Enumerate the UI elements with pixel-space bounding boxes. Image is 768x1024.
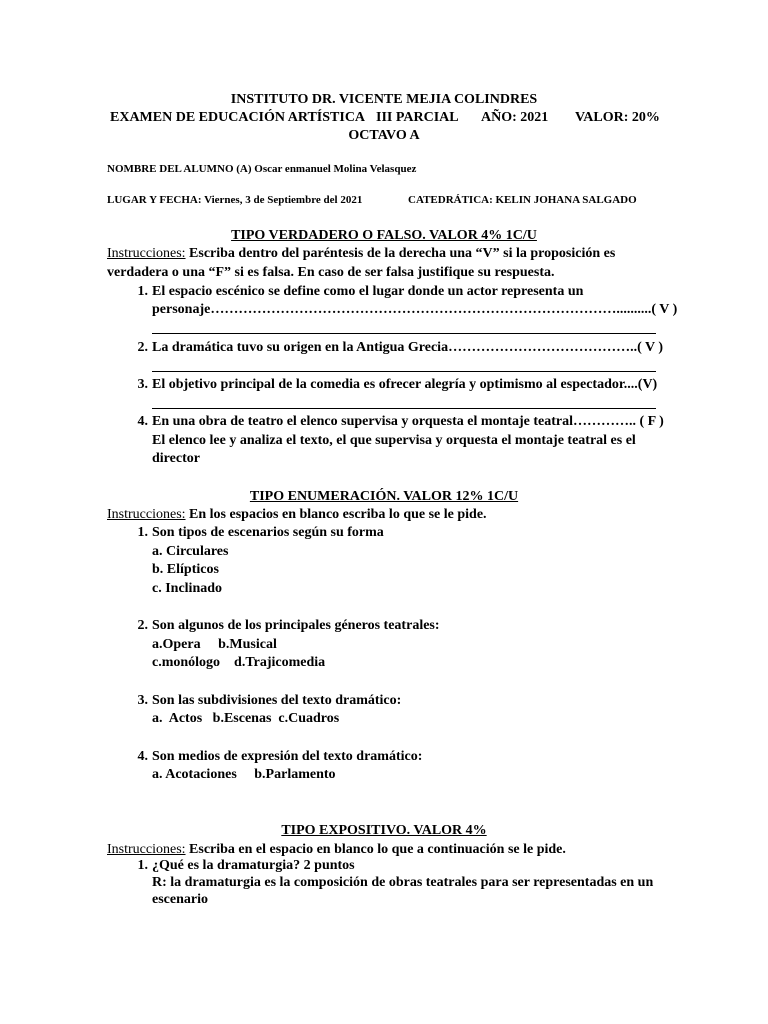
instructions-label: Instrucciones: — [107, 842, 186, 857]
expo-question-1: ¿Qué es la dramaturgia? 2 puntos — [152, 858, 355, 873]
tf-question-3: El objetivo principal de la comedia es ofrecer alegría y optimismo al espectador....(V) — [152, 377, 658, 392]
item-number: 1. — [137, 858, 148, 873]
instructions-label: Instrucciones: — [107, 507, 186, 522]
instructions-text: Escriba dentro del paréntesis de la derecha una “V” si la proposición es — [185, 246, 616, 261]
grade-title: OCTAVO A — [348, 128, 420, 143]
section2-instructions — [107, 506, 487, 524]
tf-question-4: En una obra de teatro el elenco supervisa y orquesta el montaje teatral………….. ( F ) — [152, 414, 664, 429]
tf-answer-4-cont: director — [152, 451, 200, 466]
enum-question-3: Son las subdivisiones del texto dramático: — [152, 693, 402, 708]
item-number: 1. — [137, 284, 148, 299]
expo-answer-1: R: la dramaturgia es la composición de obras teatrales para ser representadas en un — [152, 875, 654, 890]
institute-title: INSTITUTO DR. VICENTE MEJIA COLINDRES — [230, 92, 538, 107]
section1-instructions-cont: verdadera o una “F” si es falsa. En caso de ser falsa justifique su respuesta. — [107, 265, 555, 280]
exam-title: EXAMEN DE EDUCACIÓN ARTÍSTICA — [110, 110, 366, 125]
exam-parcial: III PARCIAL — [376, 110, 459, 125]
enum-answer: a. Acotaciones b.Parlamento — [152, 767, 336, 782]
section2-title: TIPO ENUMERACIÓN. VALOR 12% 1C/U — [249, 489, 519, 504]
student-name: NOMBRE DEL ALUMNO (A) Oscar enmanuel Molina Velasquez — [107, 163, 417, 175]
item-number: 2. — [137, 618, 148, 633]
section1-instructions — [107, 245, 615, 263]
item-number: 4. — [137, 749, 148, 764]
enum-answer: c.monólogo d.Trajicomedia — [152, 655, 326, 670]
teacher-name: CATEDRÁTICA: KELIN JOHANA SALGADO — [408, 194, 637, 206]
instructions-text: Escriba en el espacio en blanco lo que a continuación se le pide. — [185, 842, 566, 857]
tf-question-1-cont: personaje……………………………………………………………………………..........( V ) — [152, 302, 678, 317]
enum-answer: a. Actos b.Escenas c.Cuadros — [152, 711, 340, 726]
enum-answer: b. Elípticos — [152, 562, 219, 577]
instructions-text: En los espacios en blanco escriba lo que se le pide. — [185, 507, 487, 522]
item-number: 1. — [137, 525, 148, 540]
place-date: LUGAR Y FECHA: Viernes, 3 de Septiembre del 2021 — [107, 194, 363, 206]
tf-question-2: La dramática tuvo su origen en la Antigua Grecia…………………………………..( V ) — [152, 340, 663, 355]
section1-title: TIPO VERDADERO O FALSO. VALOR 4% 1C/U — [231, 228, 537, 243]
enum-question-2: Son algunos de los principales géneros teatrales: — [152, 618, 440, 633]
enum-answer: c. Inclinado — [152, 581, 223, 596]
item-number: 2. — [137, 340, 148, 355]
answer-line — [152, 408, 656, 409]
exam-value: VALOR: 20% — [575, 110, 660, 125]
answer-line — [152, 333, 656, 334]
section3-title: TIPO EXPOSITIVO. VALOR 4% — [281, 823, 487, 838]
tf-answer-4: El elenco lee y analiza el texto, el que supervisa y orquesta el montaje teatral es el — [152, 433, 636, 448]
item-number: 3. — [137, 377, 148, 392]
tf-question-1: El espacio escénico se define como el lugar donde un actor representa un — [152, 284, 584, 299]
item-number: 4. — [137, 414, 148, 429]
enum-question-4: Son medios de expresión del texto dramático: — [152, 749, 423, 764]
expo-answer-1-cont: escenario — [152, 892, 208, 907]
answer-line — [152, 371, 656, 372]
enum-question-1: Son tipos de escenarios según su forma — [152, 525, 384, 540]
instructions-label: Instrucciones: — [107, 246, 186, 261]
item-number: 3. — [137, 693, 148, 708]
exam-year: AÑO: 2021 — [481, 110, 549, 125]
enum-answer: a.Opera b.Musical — [152, 637, 277, 652]
enum-answer: a. Circulares — [152, 544, 229, 559]
